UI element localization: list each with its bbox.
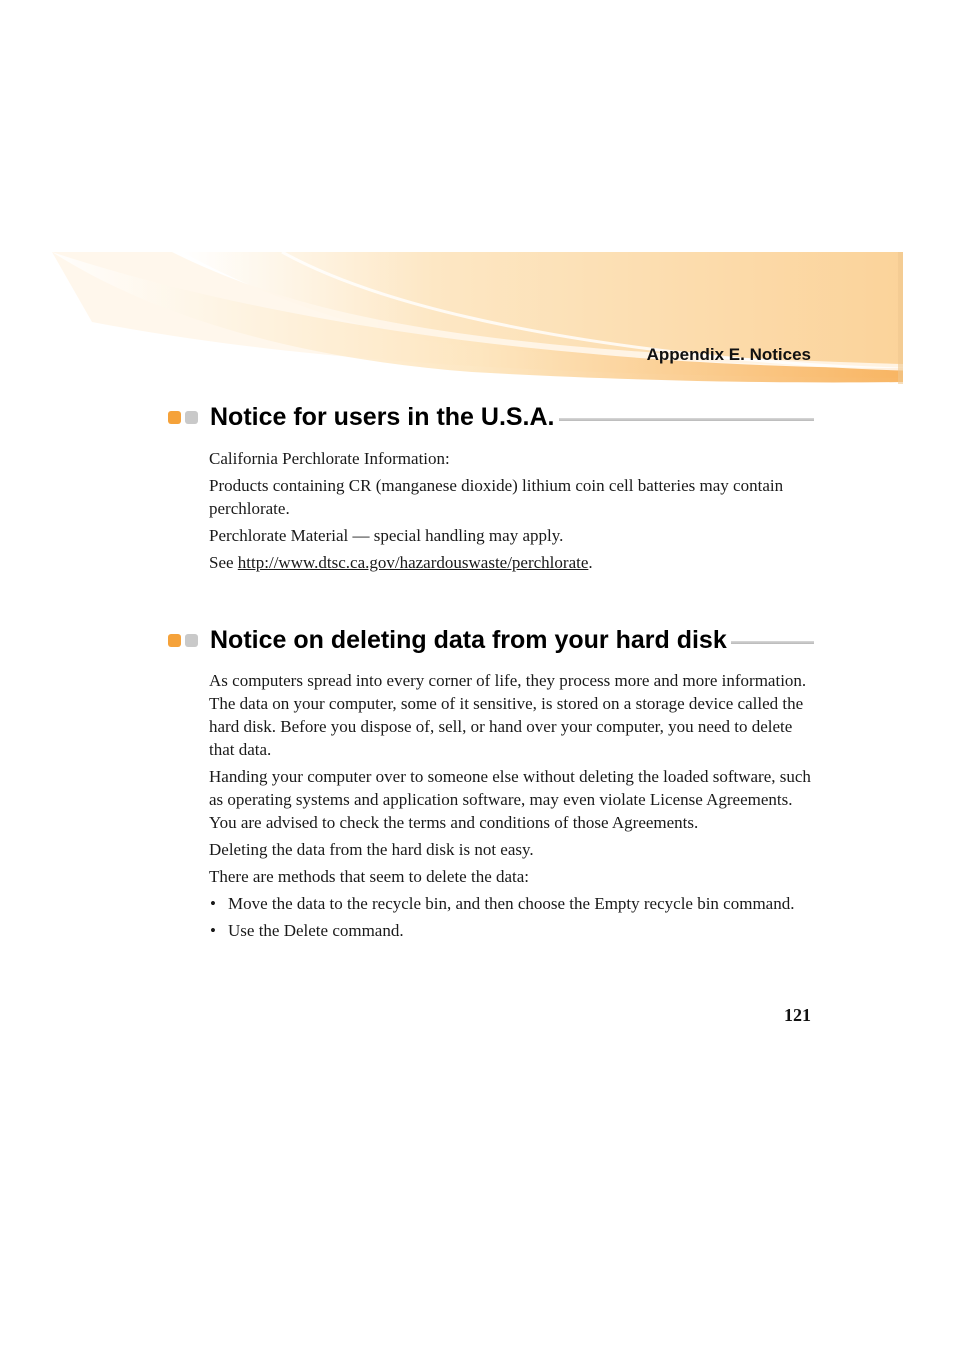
list-item: [209, 919, 814, 942]
list-item-text: Use the Delete command.: [228, 921, 404, 940]
chapter-label: Appendix E. Notices: [646, 345, 811, 364]
paragraph: Deleting the data from the hard disk is not easy.: [209, 840, 534, 859]
gray-square-icon: [185, 634, 198, 647]
orange-square-icon: [168, 411, 181, 424]
bullet-list: [209, 892, 814, 942]
orange-square-icon: [168, 634, 181, 647]
section-body-usa: [209, 447, 814, 578]
gray-square-icon: [185, 411, 198, 424]
see-suffix: .: [588, 553, 593, 572]
heading-rule: [731, 641, 814, 644]
perchlorate-link[interactable]: http://www.dtsc.ca.gov/hazardouswaste/perchlorate: [237, 553, 589, 572]
section-title: Notice on deleting data from your hard disk: [210, 625, 727, 654]
bullet-icon: •: [210, 921, 216, 940]
paragraph: Handing your computer over to someone else without deleting the loaded software, such as operating systems and application software, may even violate License Agreements. You are advised to check the terms and conditions of those Agreements.: [209, 767, 811, 832]
see-prefix: See: [209, 553, 238, 572]
heading-bullet-icon: [168, 634, 202, 647]
list-item-text: Move the data to the recycle bin, and then choose the Empty recycle bin command.: [228, 894, 795, 913]
bullet-icon: •: [210, 894, 216, 913]
heading-rule: [559, 418, 814, 421]
list-item: [209, 892, 814, 915]
see-paragraph: [209, 551, 814, 574]
section-heading-hard-disk: [168, 626, 814, 654]
paragraph: California Perchlorate Information:: [209, 449, 450, 468]
section-body-hard-disk: [209, 669, 814, 946]
section-heading-usa: [168, 403, 814, 431]
paragraph: There are methods that seem to delete the data:: [209, 867, 530, 886]
paragraph: As computers spread into every corner of life, they process more and more information. The data on your computer, some of it sensitive, is stored on a storage device called the hard disk. Before you dispose of, sell, or hand over your computer, you need to delete that data.: [209, 671, 807, 759]
page-number: 121: [784, 1005, 811, 1025]
paragraph: Perchlorate Material — special handling may apply.: [209, 526, 564, 545]
heading-bullet-icon: [168, 411, 202, 424]
paragraph: Products containing CR (manganese dioxide) lithium coin cell batteries may contain perchlorate.: [209, 476, 784, 518]
section-title: Notice for users in the U.S.A.: [210, 402, 555, 431]
